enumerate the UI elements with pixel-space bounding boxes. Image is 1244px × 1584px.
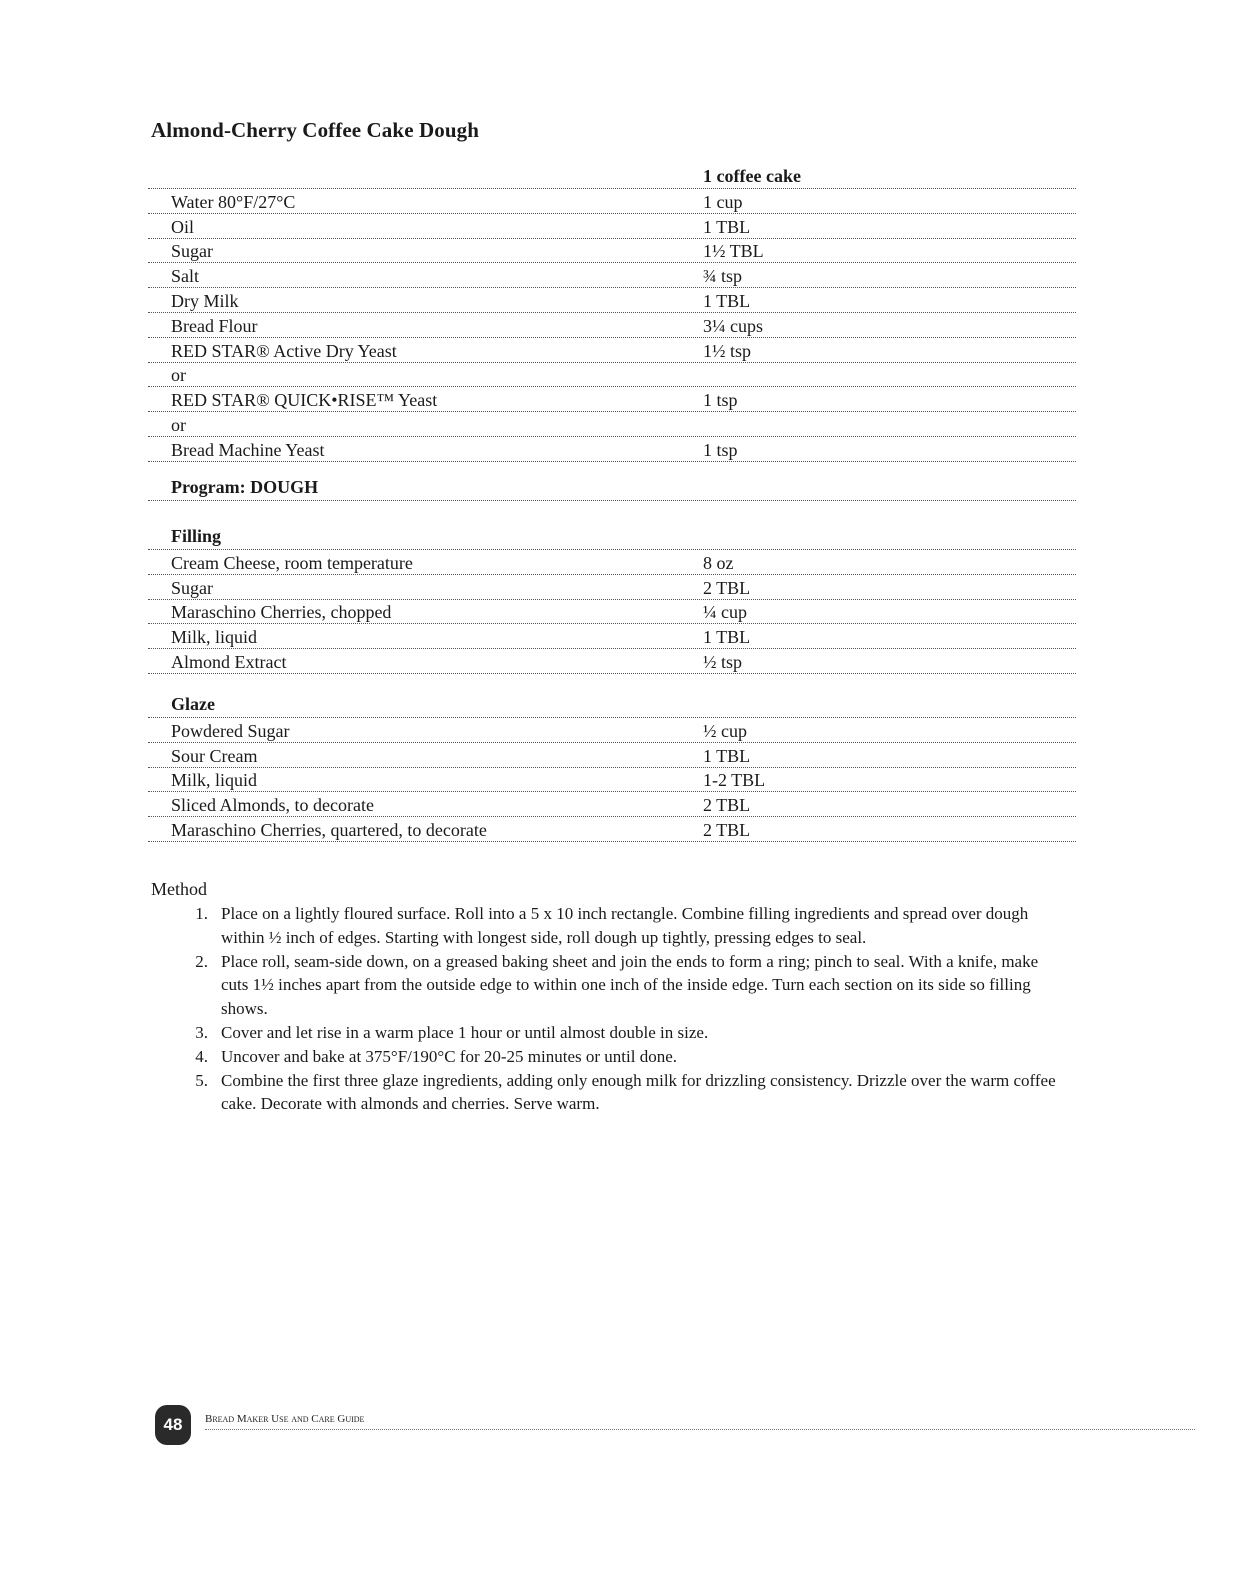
- ingredient-name: Sliced Almonds, to decorate: [171, 795, 374, 816]
- footer-rule: [205, 1429, 1195, 1430]
- ingredient-row: [148, 817, 1076, 842]
- yield-header: [148, 164, 1076, 189]
- method-step: [186, 902, 1066, 950]
- ingredient-row: [148, 412, 1076, 437]
- program-section: [148, 476, 1076, 501]
- page-number-badge: 48: [155, 1405, 191, 1445]
- step-text: Cover and let rise in a warm place 1 hour or until almost double in size.: [221, 1022, 709, 1042]
- step-number: 5.: [195, 1070, 208, 1090]
- ingredient-name: Milk, liquid: [171, 770, 258, 791]
- step-text: Uncover and bake at 375°F/190°C for 20-25 minutes or until done.: [221, 1046, 677, 1066]
- method-step: [186, 1045, 1066, 1069]
- ingredient-amount: ½ tsp: [703, 651, 743, 672]
- ingredient-name: Sugar: [171, 241, 213, 262]
- ingredient-name: Almond Extract: [171, 651, 287, 672]
- ingredient-amount: ¾ tsp: [703, 266, 743, 287]
- yield-header-label: 1 coffee cake: [703, 166, 801, 186]
- ingredient-amount: 1 tsp: [703, 390, 738, 411]
- dough-rows: [148, 189, 1076, 462]
- ingredient-name: RED STAR® QUICK•RISE™ Yeast: [171, 390, 438, 411]
- ingredient-name: Dry Milk: [171, 290, 239, 311]
- step-text: Place roll, seam-side down, on a greased baking sheet and join the ends to form a ring; pinch to seal. With a knife, make cuts 1½ inches apart from the outside edge to within one inch of the inside edge. Turn each section on its side so filling shows.: [221, 951, 1039, 1019]
- filling-table: [148, 525, 1076, 674]
- ingredient-row: [148, 768, 1076, 793]
- ingredient-amount: 1 TBL: [703, 745, 751, 766]
- filling-heading: [148, 525, 1076, 550]
- ingredient-row: [148, 387, 1076, 412]
- method-step: [186, 1069, 1066, 1117]
- ingredient-row: [148, 743, 1076, 768]
- step-text: Combine the first three glaze ingredients, adding only enough milk for drizzling consistency. Drizzle over the warm coffee cake. Decorate with almonds and cherries. Serve warm.: [221, 1070, 1056, 1114]
- ingredient-row: [148, 792, 1076, 817]
- ingredient-row: [148, 718, 1076, 743]
- ingredient-name: Powdered Sugar: [171, 720, 290, 741]
- ingredient-row: [148, 600, 1076, 625]
- ingredient-row: [148, 189, 1076, 214]
- step-text: Place on a lightly floured surface. Roll into a 5 x 10 inch rectangle. Combine filling ingredients and spread over dough within ½ inch of edges. Starting with longest side, roll dough up tightly, pressing edges to seal.: [221, 904, 1029, 947]
- glaze-heading-label: Glaze: [171, 694, 215, 714]
- ingredient-row: [148, 649, 1076, 674]
- step-number: 2.: [195, 951, 208, 971]
- ingredient-row: [148, 550, 1076, 575]
- ingredient-amount: 3¼ cups: [703, 315, 763, 336]
- ingredient-name: or: [171, 414, 186, 435]
- ingredient-amount: 2 TBL: [703, 819, 751, 840]
- page-title: Almond-Cherry Coffee Cake Dough: [151, 118, 479, 142]
- ingredient-amount: 1½ TBL: [703, 241, 764, 262]
- glaze-heading: [148, 693, 1076, 718]
- ingredient-name: or: [171, 365, 186, 386]
- glaze-table: [148, 693, 1076, 842]
- method-step: [186, 950, 1066, 1021]
- method-list: [186, 902, 1066, 1116]
- ingredient-row: [148, 363, 1076, 388]
- ingredient-name: Salt: [171, 266, 200, 287]
- program-label: Program: DOUGH: [171, 477, 319, 497]
- ingredient-name: Water 80°F/27°C: [171, 191, 296, 212]
- ingredient-amount: ¼ cup: [703, 602, 747, 623]
- ingredient-name: Cream Cheese, room temperature: [171, 552, 413, 573]
- ingredient-name: RED STAR® Active Dry Yeast: [171, 340, 397, 361]
- page-footer: [155, 1405, 1195, 1445]
- ingredient-row: [148, 263, 1076, 288]
- dough-table: [148, 164, 1076, 462]
- ingredient-amount: 2 TBL: [703, 795, 751, 816]
- ingredient-amount: 1 tsp: [703, 439, 738, 460]
- ingredient-row: [148, 437, 1076, 462]
- ingredient-row: [148, 239, 1076, 264]
- ingredient-row: [148, 338, 1076, 363]
- footer-title: Bread Maker Use and Care Guide: [205, 1413, 365, 1425]
- method-step: [186, 1021, 1066, 1045]
- filling-heading-label: Filling: [171, 526, 222, 546]
- method-label: Method: [151, 879, 207, 899]
- ingredient-row: [148, 575, 1076, 600]
- ingredient-name: Oil: [171, 216, 195, 237]
- ingredient-name: Bread Flour: [171, 315, 258, 336]
- ingredient-row: [148, 624, 1076, 649]
- ingredient-amount: 1 cup: [703, 191, 743, 212]
- ingredient-amount: ½ cup: [703, 720, 747, 741]
- ingredient-amount: 1-2 TBL: [703, 770, 766, 791]
- ingredient-row: [148, 313, 1076, 338]
- filling-rows: [148, 550, 1076, 674]
- ingredient-name: Bread Machine Yeast: [171, 439, 325, 460]
- ingredient-amount: 1 TBL: [703, 216, 751, 237]
- glaze-rows: [148, 718, 1076, 842]
- ingredient-amount: 1 TBL: [703, 290, 751, 311]
- ingredient-amount: 2 TBL: [703, 577, 751, 598]
- ingredient-amount: 8 oz: [703, 552, 734, 573]
- ingredient-amount: 1 TBL: [703, 627, 751, 648]
- ingredient-row: [148, 214, 1076, 239]
- ingredient-name: Sour Cream: [171, 745, 258, 766]
- ingredient-name: Maraschino Cherries, quartered, to decorate: [171, 819, 487, 840]
- step-number: 4.: [195, 1046, 208, 1066]
- ingredient-name: Sugar: [171, 577, 213, 598]
- ingredient-amount: 1½ tsp: [703, 340, 752, 361]
- step-number: 1.: [195, 904, 208, 923]
- ingredient-name: Milk, liquid: [171, 627, 258, 648]
- ingredient-row: [148, 288, 1076, 313]
- step-number: 3.: [195, 1022, 208, 1042]
- program-heading: [148, 476, 1076, 501]
- ingredient-name: Maraschino Cherries, chopped: [171, 602, 392, 623]
